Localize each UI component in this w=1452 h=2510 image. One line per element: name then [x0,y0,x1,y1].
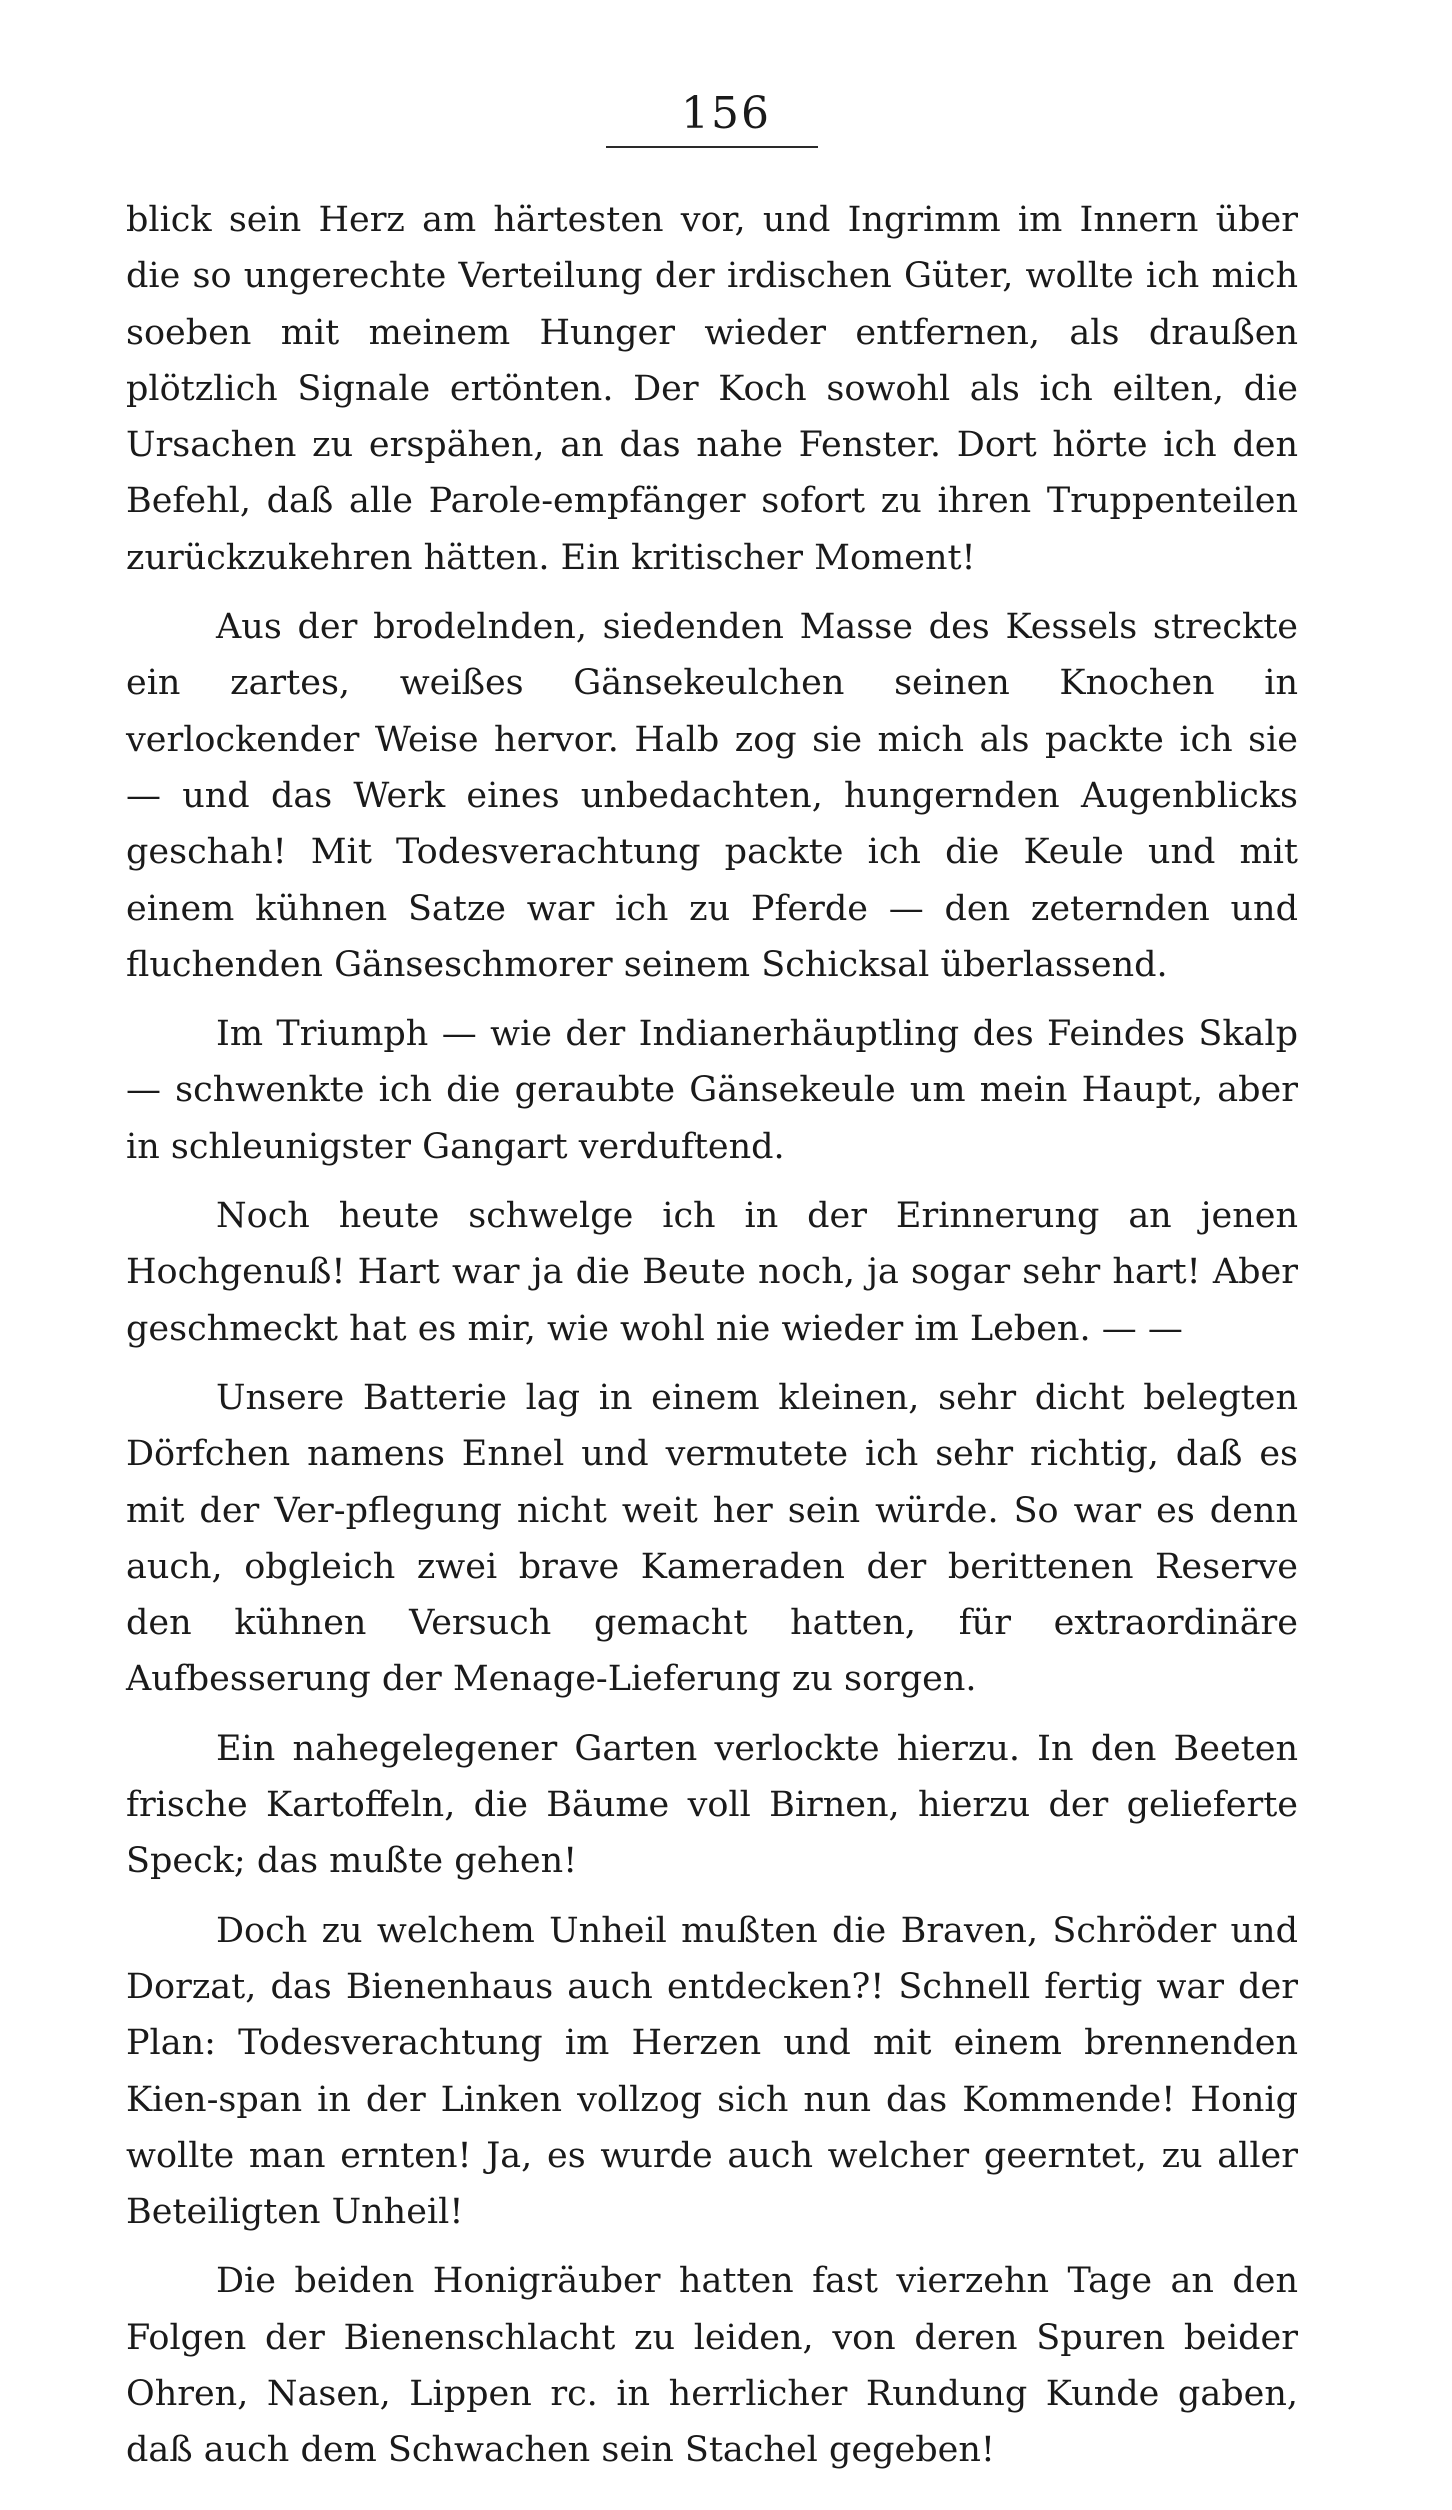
paragraph-3: Im Triumph — wie der Indianerhäuptling des Feindes Skalp — schwenkte ich die geraubte Gänsekeule um mein Haupt, aber in schleunigster Gangart verduftend. [126,1014,1298,1167]
paragraph-8: Die beiden Honigräuber hatten fast vierzehn Tage an den Folgen der Bienenschlacht zu leiden, von deren Spuren beider Ohren, Nasen, Lippen rc. in herrlicher Rundung Kunde gaben, daß auch dem Schwachen sein Stachel gegeben! [126,2261,1298,2471]
paragraph-4: Noch heute schwelge ich in der Erinnerung an jenen Hochgenuß! Hart war ja die Beute noch, ja sogar sehr hart! Aber geschmeckt hat es mir, wie wohl nie wieder im Leben. — — [126,1196,1298,1349]
page-number: 156 [681,88,771,139]
paragraph-6: Ein nahegelegener Garten verlockte hierzu. In den Beeten frische Kartoffeln, die Bäume voll Birnen, hierzu der gelieferte Speck; das mußte gehen! [126,1728,1298,1882]
body-text [126,192,1298,2479]
paragraph-1: blick sein Herz am härtesten vor, und Ingrimm im Innern über die so ungerechte Verteilung der irdischen Güter, wollte ich mich soeben mit meinem Hunger wieder entfernen, als draußen plötzlich Signale ertönten. Der Koch sowohl als ich eilten, die Ursachen zu erspähen, an das nahe Fenster. Dort hörte ich den Befehl, daß alle Parole-empfänger sofort zu ihren Truppenteilen zurückzukehren hätten. Ein kritischer Moment! [126,200,1298,578]
header-rule [606,146,818,148]
paragraph-2: Aus der brodelnden, siedenden Masse des Kessels streckte ein zartes, weißes Gänsekeulchen seinen Knochen in verlockender Weise hervor. Halb zog sie mich als packte ich sie — und das Werk eines unbedachten, hungernden Augenblicks geschah! Mit Todesverachtung packte ich die Keule und mit einem kühnen Satze war ich zu Pferde — den zeternden und fluchenden Gänseschmorer seinem Schicksal überlassend. [126,607,1298,985]
paragraph-5: Unsere Batterie lag in einem kleinen, sehr dicht belegten Dörfchen namens Ennel und vermutete ich sehr richtig, daß es mit der Ver-pflegung nicht weit her sein würde. So war es denn auch, obgleich zwei brave Kameraden der berittenen Reserve den kühnen Versuch gemacht hatten, für extraordinäre Aufbesserung der Menage-Lieferung zu sorgen. [126,1377,1298,1700]
paragraph-7: Doch zu welchem Unheil mußten die Braven, Schröder und Dorzat, das Bienenhaus auch entdecken?! Schnell fertig war der Plan: Todesverachtung im Herzen und mit einem brennenden Kien-span in der Linken vollzog sich nun das Kommende! Honig wollte man ernten! Ja, es wurde auch welcher geerntet, zu aller Beteiligten Unheil! [126,1910,1298,2233]
